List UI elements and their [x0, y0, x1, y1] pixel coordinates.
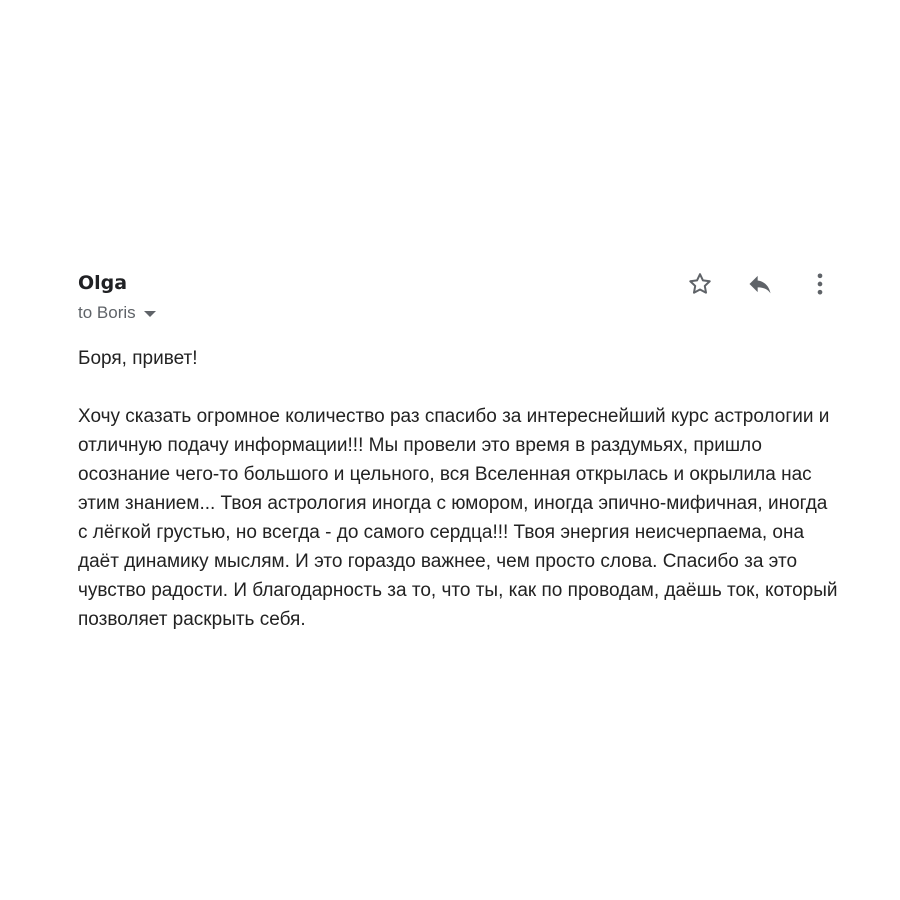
message-actions [682, 266, 838, 302]
greeting-line: Боря, привет! [78, 348, 198, 369]
email-message [78, 268, 838, 634]
reply-icon [746, 270, 774, 298]
star-icon [686, 270, 714, 298]
more-options-button[interactable] [802, 266, 838, 302]
star-button[interactable] [682, 266, 718, 302]
caret-down-icon [144, 311, 156, 317]
message-header [78, 268, 838, 298]
body-paragraph: Хочу сказать огромное количество раз спасибо за интереснейший курс астрологии и отличную подачу информации!!! Мы провели это время в раздумьях, пришло осознание чего-то большого и цельного, вся Вселенная открылась и окрылила нас этим знанием... Твоя астрология иногда с юмором, иногда эпично-мифичная, иногда с лёгкой грустью, но всегда - до самого сердца!!! Твоя энергия неисчерпаема, она даёт динамику мыслям. И это гораздо важнее, чем просто слова. Спасибо за это чувство радости. И благодарность за то, что ты, как по проводам, даёшь ток, который позволяет раскрыть себя. [78, 406, 838, 630]
recipients-label: to Boris [78, 303, 136, 322]
message-body [78, 344, 838, 634]
recipients-dropdown[interactable] [78, 300, 156, 326]
sender-name[interactable]: Olga [78, 272, 128, 294]
more-vert-icon [806, 270, 834, 298]
reply-button[interactable] [742, 266, 778, 302]
